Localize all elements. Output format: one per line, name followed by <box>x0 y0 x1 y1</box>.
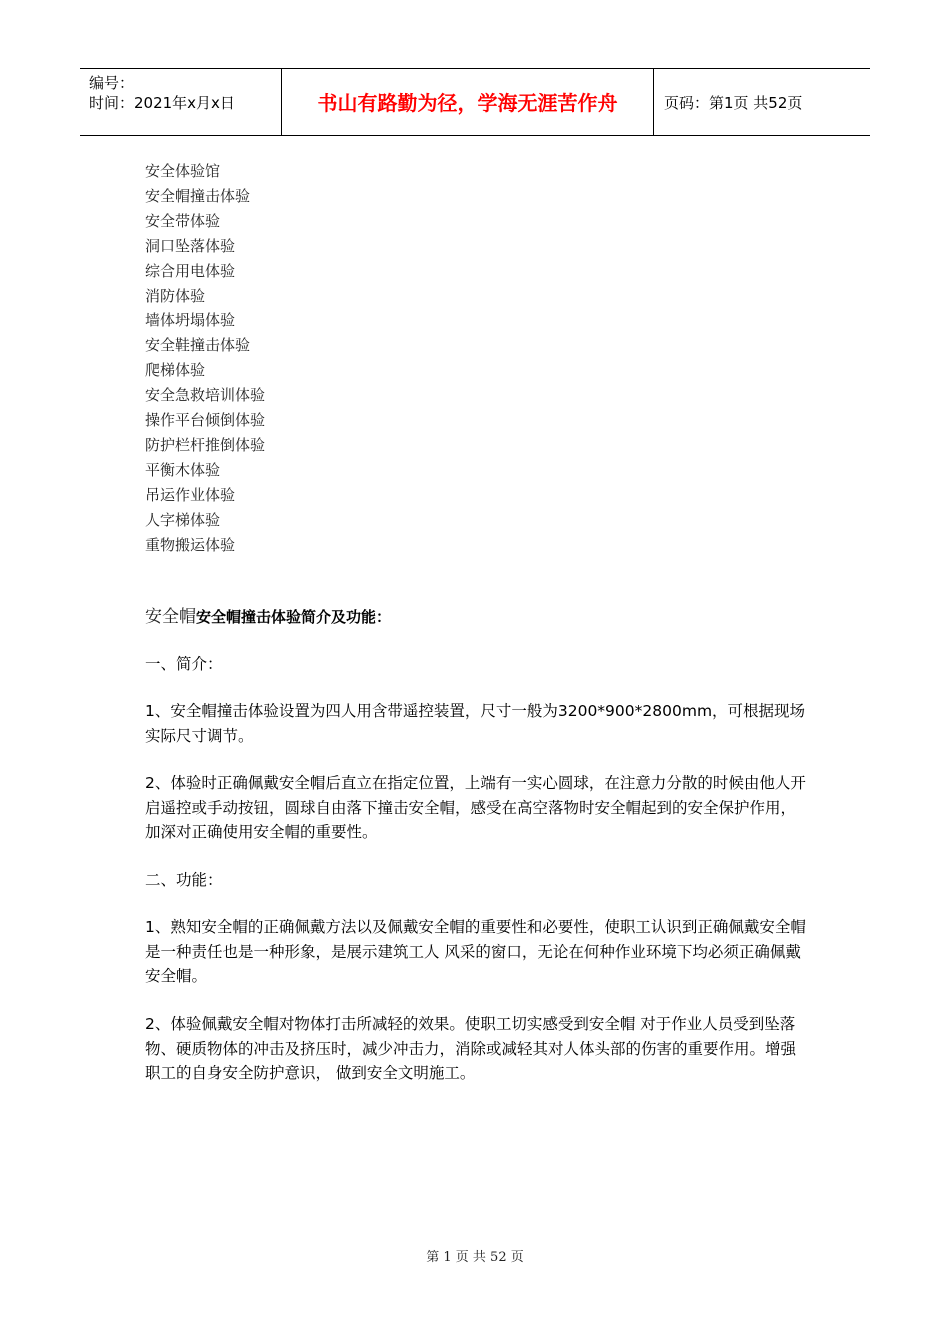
list-item: 安全帽撞击体验 <box>145 186 251 205</box>
intro-heading: 一、简介： <box>145 655 223 673</box>
section-title-prefix: 安全帽 <box>145 607 196 627</box>
section-title <box>145 604 391 630</box>
list-item: 吊运作业体验 <box>145 485 236 504</box>
page-footer: 第 1 页 共 52 页 <box>426 1250 524 1265</box>
list-item: 安全体验馆 <box>145 162 221 180</box>
list-item: 综合用电体验 <box>145 261 236 280</box>
header-motto: 书山有路勤为径，学海无涯苦作舟 <box>282 69 654 135</box>
section-title-text: 安全帽撞击体验简介及功能： <box>196 608 392 626</box>
function-paragraph-1: 1、熟知安全帽的正确佩戴方法以及佩戴安全帽的重要性和必要性，使职工认识到正确佩戴安全帽是一种责任也是一种形象，是展示建筑工人 风采的窗口，无论在何种作业环境下均必须正确佩戴安全帽。 <box>145 918 806 985</box>
function-heading: 二、功能： <box>145 871 223 889</box>
list-item: 爬梯体验 <box>145 361 206 380</box>
list-item: 防护栏杆推倒体验 <box>145 435 266 454</box>
list-item: 操作平台倾倒体验 <box>145 411 266 430</box>
header-left-cell <box>80 69 282 135</box>
list-item: 安全鞋撞击体验 <box>145 336 251 355</box>
page-header <box>80 68 870 136</box>
list-item: 平衡木体验 <box>145 460 221 479</box>
list-item: 安全带体验 <box>145 211 221 230</box>
list-item: 人字梯体验 <box>145 510 221 529</box>
list-item: 消防体验 <box>145 286 206 305</box>
intro-paragraph-2: 2、体验时正确佩戴安全帽后直立在指定位置，上端有一实心圆球，在注意力分散的时候由他人开启遥控或手动按钮，圆球自由落下撞击安全帽，感受在高空落物时安全帽起到的安全保护作用，加深对正确使用安全帽的重要性。 <box>145 774 806 841</box>
list-item: 墙体坍塌体验 <box>145 311 236 330</box>
document-date-label: 时间：2021年x月x日 <box>89 94 235 112</box>
document-number-label: 编号： <box>89 74 135 92</box>
list-item: 安全急救培训体验 <box>145 386 266 405</box>
list-item: 重物搬运体验 <box>145 535 236 554</box>
intro-paragraph-1: 1、安全帽撞击体验设置为四人用含带遥控装置，尺寸一般为3200*900*2800mm，可根据现场实际尺寸调节。 <box>145 702 806 745</box>
header-page-label: 页码：第1页 共52页 <box>664 94 803 112</box>
function-paragraph-2: 2、体验佩戴安全帽对物体打击所减轻的效果。使职工切实感受到安全帽 对于作业人员受到坠落物、硬质物体的冲击及挤压时，减少冲击力，消除或减轻其对人体头部的伤害的重要作用。增强职工的自身安全防护意识， 做到安全文明施工。 <box>145 1015 797 1082</box>
experience-list <box>145 159 265 558</box>
list-item: 洞口坠落体验 <box>145 236 236 255</box>
